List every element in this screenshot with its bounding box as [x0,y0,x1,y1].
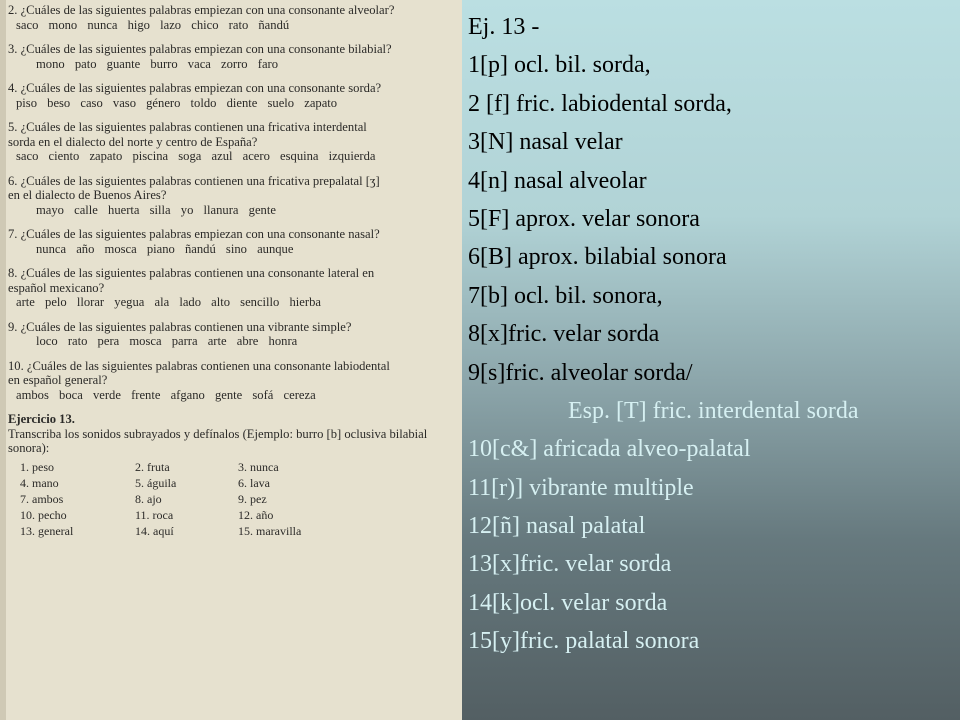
answer-panel [462,0,960,720]
answer-line: 11[r)] vibrante multiple [468,474,694,501]
word-list: loco rato pera mosca parra arte abre honra [36,334,298,348]
question-text: 2. ¿Cuáles de las siguientes palabras empiezan con una consonante alveolar? [8,3,395,17]
exercise-item: 10. pecho [20,507,67,522]
answer-line: 7[b] ocl. bil. sonora, [468,282,663,309]
question-9 [8,320,454,349]
answer-line: 13[x]fric. velar sorda [468,551,672,578]
answer-line-note: Esp. [T] fric. interdental sorda [568,397,859,424]
word-list: mayo calle huerta silla yo llanura gente [36,202,276,217]
answer-line: 5[F] aprox. velar sonora [468,205,700,232]
exercise-13 [8,412,454,539]
answer-line: 2 [f] fric. labiodental sorda, [468,90,732,117]
exercise-item: 14. aquí [135,523,174,538]
textbook-scan [0,0,462,720]
exercise-item: 6. lava [238,475,270,490]
question-text: 9. ¿Cuáles de las siguientes palabras contienen una vibrante simple? [8,319,352,334]
answer-line: 12[ñ] nasal palatal [468,513,646,540]
word-list: saco ciento zapato piscina soga azul acero esquina izquierda [16,149,376,163]
question-4 [8,81,454,110]
answers-title: Ej. 13 - [468,14,540,40]
exercise-title: Ejercicio 13. [8,412,75,426]
exercise-item: 8. ajo [135,491,162,506]
answer-line: 10[c&] africada alveo-palatal [468,436,751,463]
exercise-item: 1. peso [20,459,54,474]
question-text: 10. ¿Cuáles de las siguientes palabras contienen una consonante labiodental en español general? [8,358,390,387]
answer-line: 15[y]fric. palatal sonora [468,628,700,655]
exercise-item: 15. maravilla [238,523,302,538]
exercise-item: 12. año [238,507,274,522]
question-3 [8,42,454,71]
answer-line: 14[k]ocl. velar sorda [468,589,668,616]
answer-line: 6[B] aprox. bilabial sonora [468,244,727,271]
question-text: 6. ¿Cuáles de las siguientes palabras contienen una fricativa prepalatal [ʒ] en el dialecto de Buenos Aires? [8,173,380,202]
answer-line: 8[x]fric. velar sorda [468,321,660,348]
answer-line: 9[s]fric. alveolar sorda/ [468,359,693,386]
answer-line: 3[N] nasal velar [468,129,623,156]
question-6 [8,174,454,218]
word-list: nunca año mosca piano ñandú sino aunque [36,241,294,256]
question-7 [8,227,454,256]
word-list: saco mono nunca higo lazo chico rato ñandú [16,17,290,32]
exercise-item: 9. pez [238,491,267,506]
question-text: 8. ¿Cuáles de las siguientes palabras contienen una consonante lateral en español mexicano? [8,266,375,295]
exercise-item: 5. águila [135,475,177,490]
question-text: 7. ¿Cuáles de las siguientes palabras empiezan con una consonante nasal? [8,227,380,241]
exercise-item: 7. ambos [20,491,64,506]
answer-list [468,8,958,661]
exercise-list [8,3,454,539]
exercise-instructions: Transcriba los sonidos subrayados y defínalos (Ejemplo: burro [b] oclusiva bilabial sonora): [8,426,428,455]
question-2 [8,3,454,32]
exercise-item: 11. roca [135,507,174,522]
word-list: mono pato guante burro vaca zorro faro [36,56,279,71]
question-8 [8,266,454,310]
word-list: piso beso caso vaso género toldo diente suelo zapato [16,95,338,110]
exercise-item: 4. mano [20,475,59,490]
exercise-item: 2. fruta [135,459,170,474]
exercise-item: 13. general [20,523,74,538]
word-list: ambos boca verde frente afgano gente sofá cereza [16,387,316,402]
question-10 [8,359,454,403]
answer-line: 1[p] ocl. bil. sorda, [468,52,651,79]
question-text: 5. ¿Cuáles de las siguientes palabras contienen una fricativa interdental sorda en el dialecto del norte y centro de España? [8,120,367,149]
question-text: 3. ¿Cuáles de las siguientes palabras empiezan con una consonante bilabial? [8,42,392,56]
answer-line: 4[n] nasal alveolar [468,167,647,194]
exercise-item: 3. nunca [238,459,279,474]
question-5 [8,120,454,164]
question-text: 4. ¿Cuáles de las siguientes palabras empiezan con una consonante sorda? [8,81,382,95]
word-list: arte pelo llorar yegua ala lado alto sencillo hierba [16,295,321,309]
scan-binding-edge [0,0,6,720]
exercise-word-grid [8,459,454,539]
